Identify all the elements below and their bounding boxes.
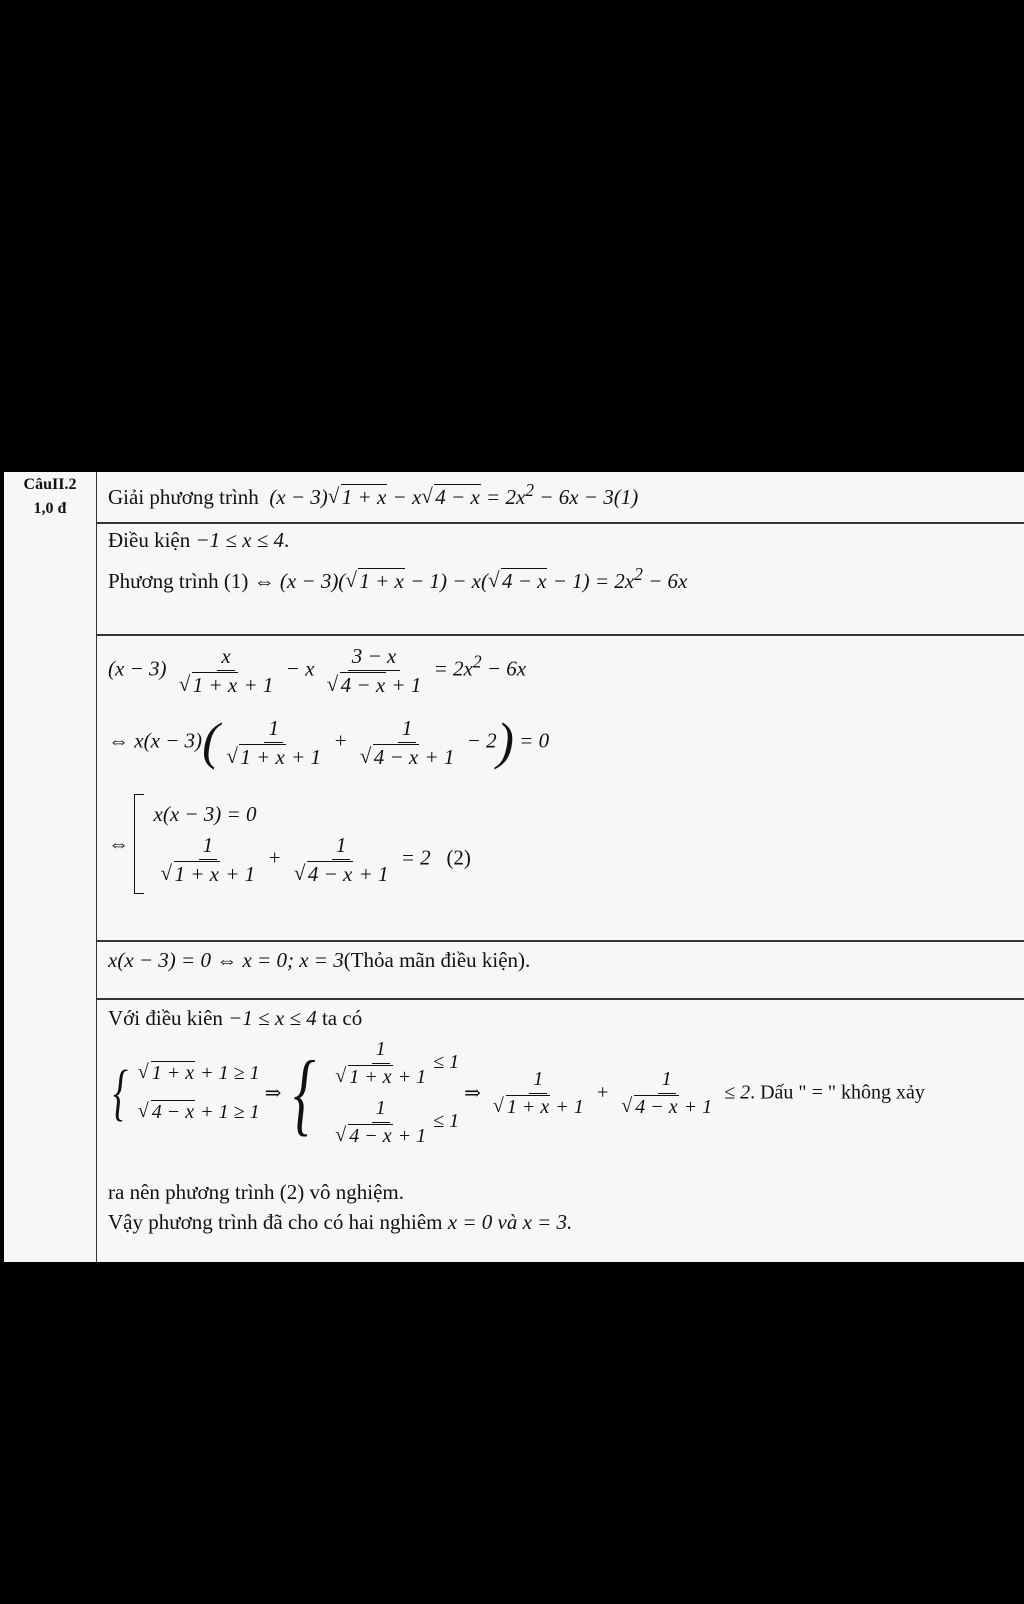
condition-inequality: −1 ≤ x ≤ 4 [195, 528, 285, 552]
question-label: CâuII.2 [23, 476, 77, 493]
condition-suffix: . [284, 528, 290, 552]
condition-line [108, 528, 289, 553]
step4-line1: x(x − 3) = 0 [153, 801, 257, 826]
bracket-icon [134, 794, 144, 894]
divider [96, 634, 1024, 636]
step5-note: (Thỏa mãn điều kiện). [343, 948, 531, 972]
step4-system: ⇔ x(x − 3) = 0 1 √ 1 + x + 1 + 1 √ 4 − x + 1 = 2 (2) [108, 794, 471, 894]
problem-statement [108, 480, 638, 510]
divider [96, 522, 1024, 524]
step3-line: ⇔ x(x − 3)( 1 √ 1 + x + 1 + 1 √ 4 − x + 1 − 2) = 0 [108, 716, 549, 769]
step2-line: (x − 3) x √ 1 + x + 1 − x 3 − x √ 4 − x + 1 = $2x^2 - 6x$ [108, 644, 526, 697]
brace-icon: { [293, 1042, 316, 1144]
condition-prefix: Điều kiện [108, 528, 191, 552]
step6-tail: . Dấu " = " không xảy [750, 1081, 925, 1104]
question-column [4, 472, 97, 1262]
step6-line3 [108, 1210, 572, 1235]
step6-line2: ra nên phương trình (2) vô nghiệm. [108, 1180, 405, 1204]
step4-tag: (2) [446, 845, 471, 870]
step6-inequality: −1 ≤ x ≤ 4 [228, 1006, 317, 1030]
step6-intro [108, 1006, 362, 1031]
divider [96, 940, 1024, 942]
conclusion-text: Vậy phương trình đã cho có hai nghiêm [108, 1210, 443, 1234]
step6-intro-suffix: ta có [321, 1006, 363, 1030]
problem-prefix: Giải phương trình [108, 485, 259, 509]
divider [96, 998, 1024, 1000]
question-points: 1,0 đ [33, 500, 67, 517]
step1-prefix: Phương trình (1) [108, 569, 249, 593]
step1-line [108, 564, 687, 594]
problem-equation: (x − 3)√ 1 + x − x√ $4 - x = 2x^2 - 6x - 3(1)$ [269, 485, 638, 509]
step5-line [108, 948, 530, 973]
step6-intro-text: Với điều kiên [108, 1006, 223, 1030]
step6-inequalities: { √ 1 + x + 1 ≥ 1 √ 4 − x + 1 ≥ 1 ⇒ { 1 √ 1 + x + 1 ≤ 1 1 √ 4 − x + 1 ≤ 1 ⇒ 1 √ 1 + x + 1 + 1 √ 4 − x + 1 ≤ 2. Dấu " = " không xảy [108, 1038, 925, 1148]
step1-equation: ⇔ (x − 3)(√ 1 + x − 1) − x(√ $4 - x - 1) = 2x^2 - 6x$ [254, 569, 688, 593]
answer-table [4, 472, 1024, 1262]
step5-expr: x(x − 3) = 0 ⇔ x = 0; x = 3 [108, 948, 344, 972]
conclusion-solutions: x = 0 và x = 3. [447, 1210, 573, 1234]
brace-icon: { [112, 1058, 128, 1127]
